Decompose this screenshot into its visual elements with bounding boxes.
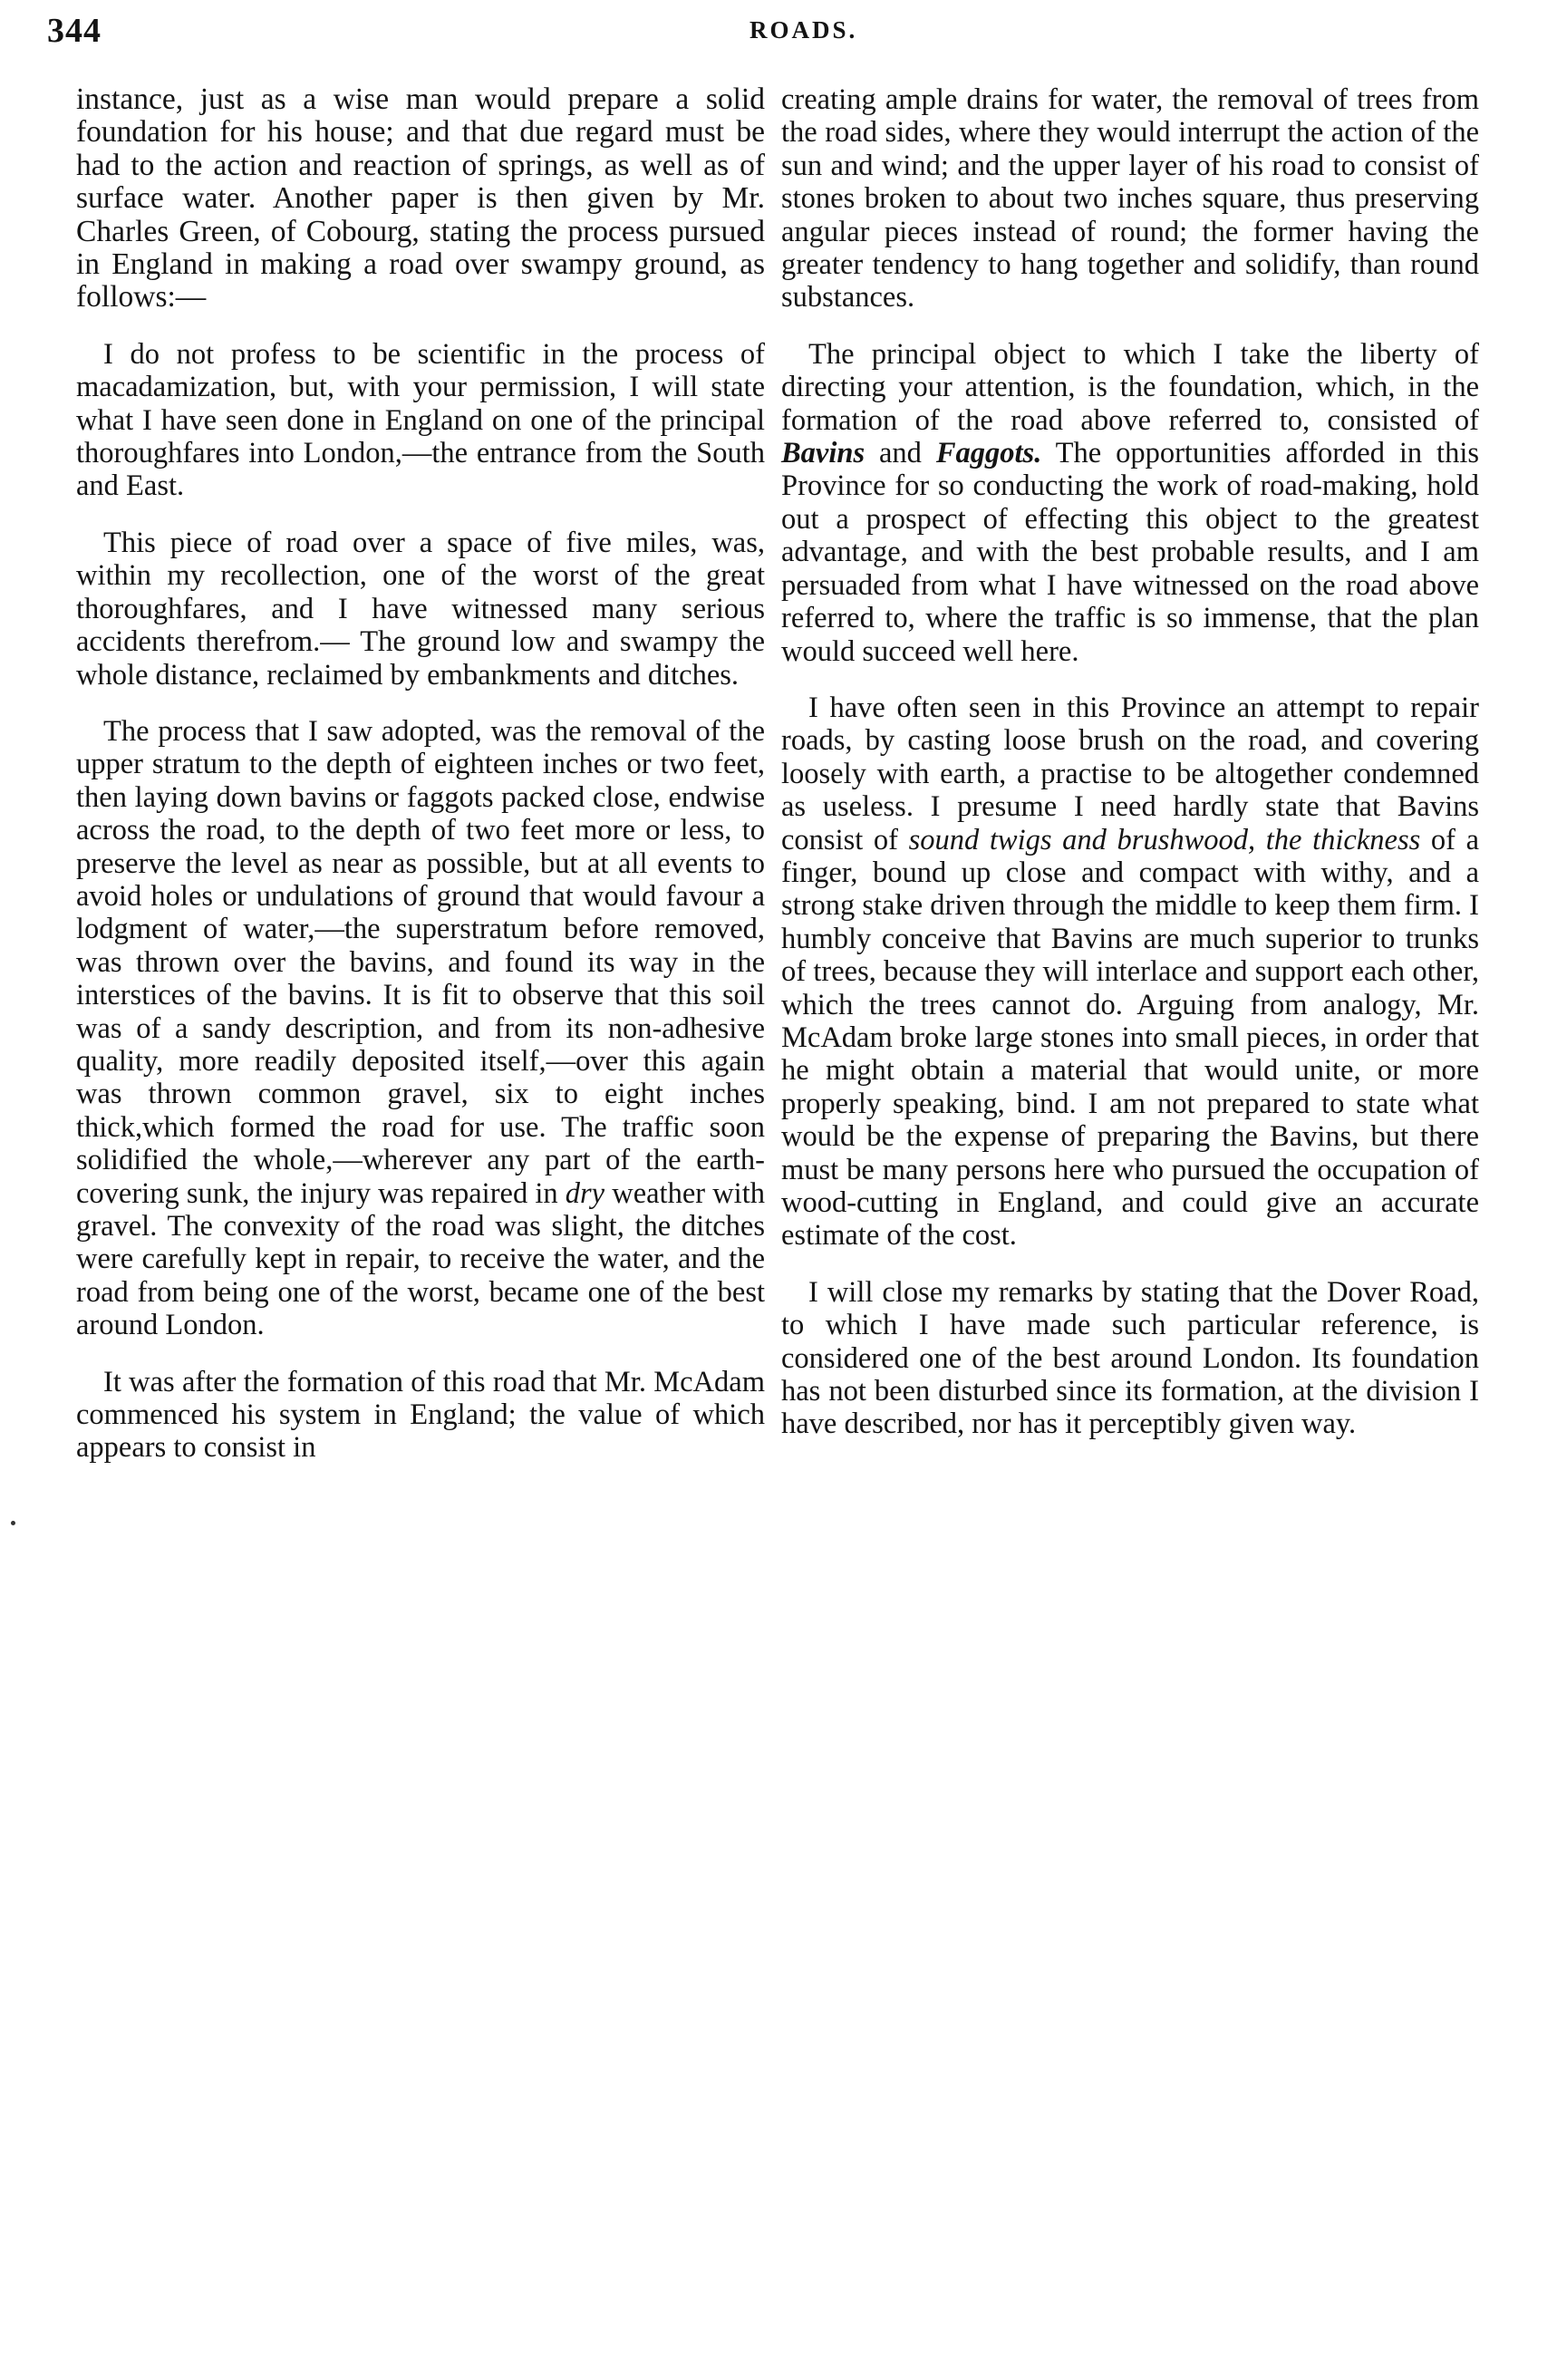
right-paragraph-foundation [781, 338, 1479, 668]
emphasis-dry: dry [565, 1176, 605, 1210]
left-paragraph-intro: instance, just as a wise man would prepare a solid foundation for his house; and that due regard must be had to the action and reaction of springs, as well as of surface water. Another paper is then given by Mr. Charles Green, of Cobourg, stating the process pursued in England in making a road over swampy ground, as follows:— [76, 82, 765, 314]
right-paragraph-continuation: creating ample drains for water, the removal of trees from the road sides, where they would interrupt the action of the sun and wind; and the upper layer of his road to consist of stones broken to about two inches square, thus preserving angular pieces instead of round; the former having the greater tendency to hang together and solidify, than round substances. [781, 83, 1479, 314]
left-paragraph-quote-3-part-a: The process that I saw adopted, was the removal of the upper stratum to the depth of eighteen inches or two feet, then laying down bavins or faggots packed close, endwise across the road, to the depth of two feet more or less, to preserve the level as near as possible, but at all events to avoid holes or undulations of ground that would favour a lodgment of water,—the superstratum before removed, was thrown over the bavins, and found its way in the interstices of the bavins. It is fit to observe that this soil was of a sandy description, and from its non-adhesive quality, more readily deposited itself,—over this again was thrown common gravel, six to eight inches thick,which formed the road for use. The traffic soon solidified the whole,—wherever any part of the earth-covering sunk, the injury was repaired in [76, 714, 765, 1210]
right-paragraph-foundation-part-b: and [865, 437, 936, 470]
right-paragraph-foundation-part-c: The opportunities afforded in this Province for so conducting the work of road-making, hold out a prospect of effecting this object to the greatest advantage, and with the best probable results, and I am persuaded from what I have witnessed on the road above referred to, where the traffic is so immense, that the plan would succeed well here. [781, 437, 1479, 668]
left-column [76, 83, 765, 1465]
running-head: ROADS. [749, 16, 858, 44]
left-paragraph-quote-3 [76, 715, 765, 1342]
left-paragraph-quote-4: It was after the formation of this road that Mr. McAdam commenced his system in England; the value of which appears to consist in [76, 1365, 765, 1465]
term-bavins: Bavins [781, 437, 866, 470]
right-column [781, 83, 1479, 1441]
emphasis-sound-twigs: sound twigs and brushwood, the thickness [908, 823, 1421, 856]
right-paragraph-repair-part-a: I have often seen in this Province an attempt to repair roads, by casting loose brush on the road, and covering loosely with earth, a practise to be altogether condemned as useless. I presume I need hardly state that Bavins consist of [781, 691, 1479, 856]
left-paragraph-quote-2: This piece of road over a space of five miles, was, within my recollection, one of the worst of the great thoroughfares, and I have witnessed many serious accidents therefrom.— The ground low and swampy the whole distance, reclaimed by embankments and ditches. [76, 526, 765, 692]
left-paragraph-quote-3-part-b: weather with gravel. The convexity of the road was slight, the ditches were carefully kept in repair, to receive the water, and the road from being one of the worst, became one of the best around London. [76, 1176, 765, 1342]
page-number: 344 [47, 12, 102, 50]
left-paragraph-quote-1: I do not profess to be scientific in the process of macadamization, but, with your permission, I will state what I have seen done in England on one of the principal thoroughfares into London,—the entrance from the South and East. [76, 337, 765, 503]
right-paragraph-repair-part-b: of a finger, bound up close and compact with withy, and a strong stake driven through the middle to keep them firm. I humbly conceive that Bavins are much superior to trunks of trees, because they will interlace and support each other, which the trees cannot do. Arguing from analogy, Mr. McAdam broke large stones into small pieces, in order that he might obtain a material that would unite, or more properly speaking, bind. I am not prepared to state what would be the expense of preparing the Bavins, but there must be many persons here who pursued the occupation of wood-cutting in England, and could give an accurate estimate of the cost. [781, 823, 1480, 1253]
right-paragraph-closing: I will close my remarks by stating that the Dover Road, to which I have made such particular reference, is considered one of the best around London. Its foundation has not been disturbed since its formation, at the division I have described, nor has it perceptibly given way. [781, 1275, 1479, 1441]
margin-speck [11, 1521, 15, 1525]
right-paragraph-repair [781, 692, 1479, 1253]
term-faggots: Faggots. [935, 437, 1042, 470]
right-paragraph-foundation-part-a: The principal object to which I take the liberty of directing your attention, is the foundation, which, in the formation of the road above referred to, consisted of [781, 337, 1479, 437]
page-header [47, 11, 1508, 56]
